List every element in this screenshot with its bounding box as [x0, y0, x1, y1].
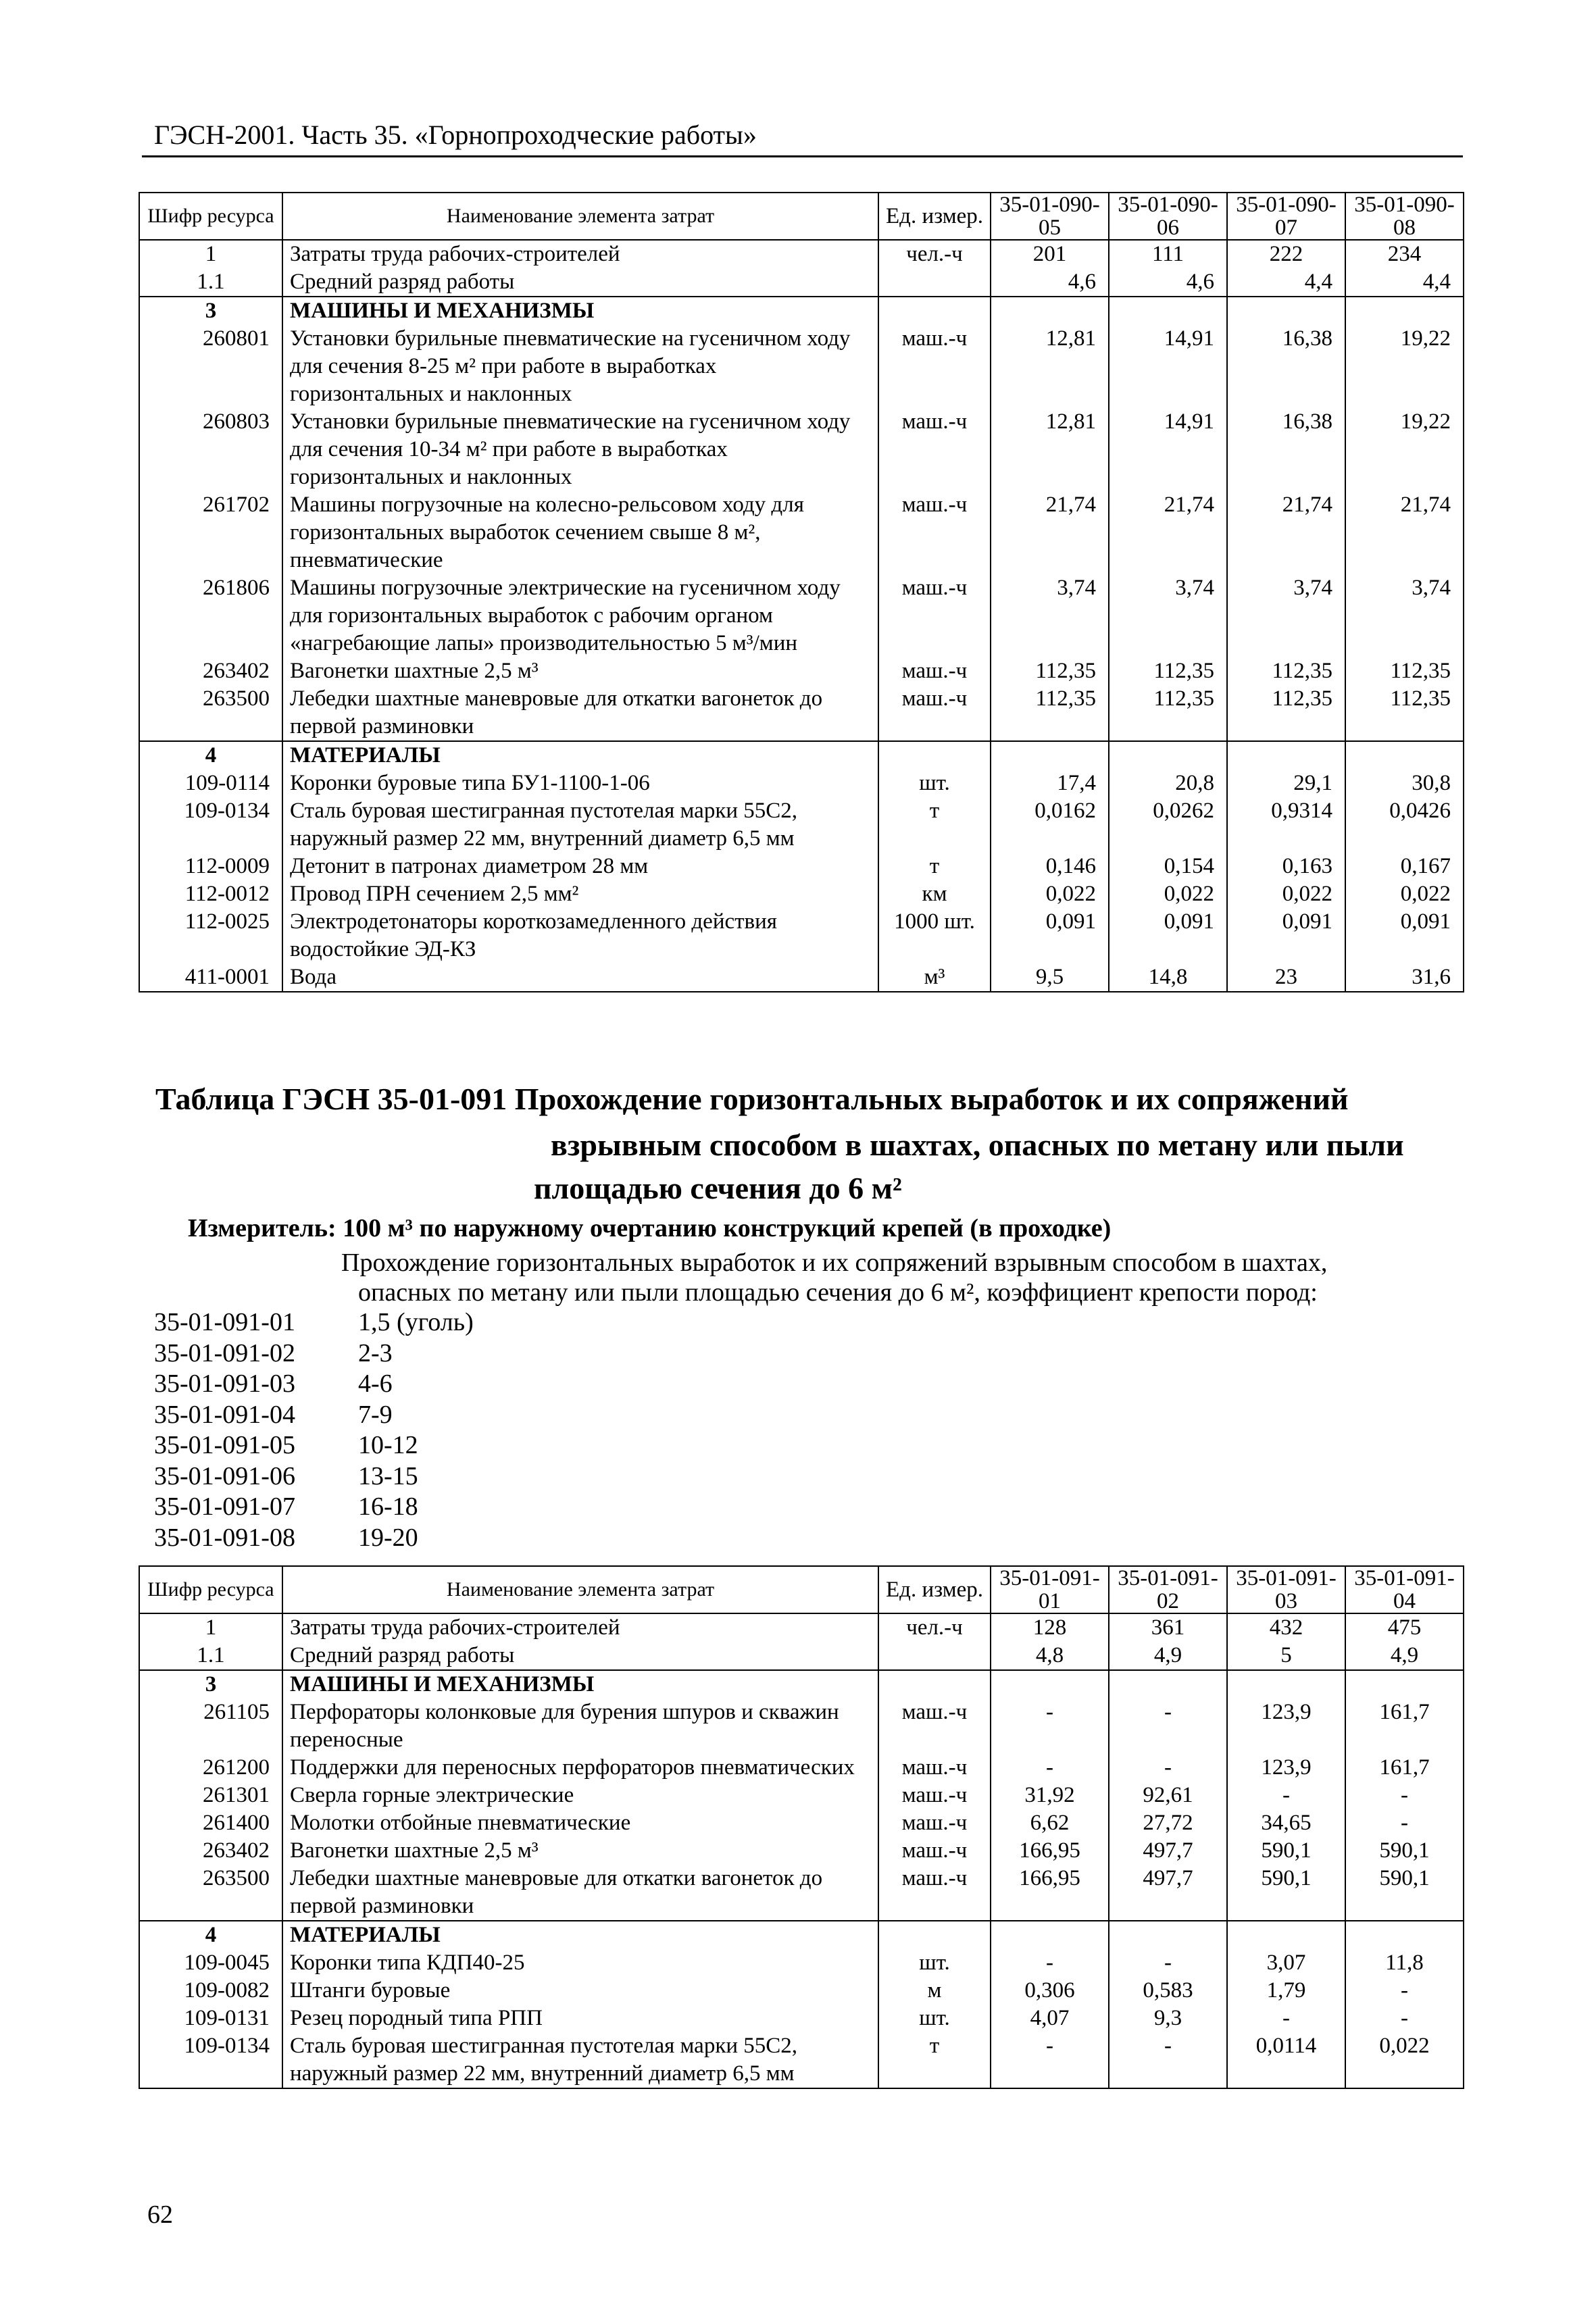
value-col-1: 0,146 [991, 853, 1109, 880]
unit: маш.-ч [878, 408, 991, 491]
table-row [139, 297, 1464, 325]
cost-table-35-01-091 [139, 1565, 1464, 2089]
value-col-2: 14,91 [1109, 408, 1227, 491]
value-col-1: - [991, 1754, 1109, 1782]
cost-element-name: Вагонетки шахтные 2,5 м³ [282, 1837, 878, 1865]
value-col-4: 0,022 [1345, 2032, 1464, 2088]
list-item [154, 1307, 474, 1338]
resource-code: 261702 [139, 491, 282, 574]
value-col-3: 16,38 [1227, 408, 1345, 491]
resource-code: 1 [139, 1613, 282, 1642]
value-col-3: 590,1 [1227, 1865, 1345, 1921]
table-row [139, 1949, 1464, 1977]
value-col-4: 161,7 [1345, 1699, 1464, 1754]
list-item [154, 1492, 474, 1523]
value-col-1 [991, 741, 1109, 770]
list-item [154, 1523, 474, 1554]
cost-element-name: Вода [282, 963, 878, 992]
value-col-2: - [1109, 1699, 1227, 1754]
value-col-1: 3,74 [991, 574, 1109, 657]
table-row [139, 2032, 1464, 2088]
value-col-3: 1,79 [1227, 1977, 1345, 2005]
value-col-3: 432 [1227, 1613, 1345, 1642]
table-row [139, 491, 1464, 574]
value-col-2: 0,583 [1109, 1977, 1227, 2005]
list-item [154, 1369, 474, 1400]
value-col-3: - [1227, 2005, 1345, 2032]
header-col-1: 35-01-091-01 [991, 1566, 1109, 1613]
cost-element-name: Вагонетки шахтные 2,5 м³ [282, 657, 878, 685]
resource-code: 411-0001 [139, 963, 282, 992]
unit: шт. [878, 1949, 991, 1977]
value-col-2: 14,91 [1109, 325, 1227, 408]
value-col-1: 201 [991, 240, 1109, 268]
cost-element-name: Коронки буровые типа БУ1-1100-1-06 [282, 770, 878, 797]
table-row [139, 685, 1464, 741]
cost-element-name: Резец породный типа РПП [282, 2005, 878, 2032]
value-col-4: 31,6 [1345, 963, 1464, 992]
header-col-1: 35-01-090-05 [991, 193, 1109, 240]
running-header: ГЭСН-2001. Часть 35. «Горнопроходческие работы» [154, 120, 757, 150]
value-col-3: 0,9314 [1227, 797, 1345, 853]
value-col-3 [1227, 741, 1345, 770]
value-col-3: 16,38 [1227, 325, 1345, 408]
resource-code: 109-0045 [139, 1949, 282, 1977]
table-row [139, 240, 1464, 268]
cost-element-name: Провод ПРН сечением 2,5 мм² [282, 880, 878, 908]
cost-element-name: Штанги буровые [282, 1977, 878, 2005]
norm-code: 35-01-091-07 [154, 1492, 295, 1521]
value-col-3: 0,0114 [1227, 2032, 1345, 2088]
value-col-1: 112,35 [991, 657, 1109, 685]
unit: шт. [878, 770, 991, 797]
value-col-2: 361 [1109, 1613, 1227, 1642]
unit: маш.-ч [878, 657, 991, 685]
value-col-4: 4,4 [1345, 268, 1464, 297]
cost-element-name: Поддержки для переносных перфораторов пневматических [282, 1754, 878, 1782]
resource-code: 112-0012 [139, 880, 282, 908]
value-col-3: 0,022 [1227, 880, 1345, 908]
value-col-1: 166,95 [991, 1865, 1109, 1921]
section-heading: МАШИНЫ И МЕХАНИЗМЫ [282, 297, 878, 325]
value-col-1: 128 [991, 1613, 1109, 1642]
value-col-1: 6,62 [991, 1809, 1109, 1837]
cost-element-name: Затраты труда рабочих-строителей [282, 1613, 878, 1642]
header-col-3: 35-01-090-07 [1227, 193, 1345, 240]
resource-code: 109-0114 [139, 770, 282, 797]
table-row [139, 853, 1464, 880]
unit: 1000 шт. [878, 908, 991, 963]
value-col-1: 0,306 [991, 1977, 1109, 2005]
value-col-2: 14,8 [1109, 963, 1227, 992]
unit: чел.-ч [878, 240, 991, 268]
unit: маш.-ч [878, 1865, 991, 1921]
unit: м [878, 1977, 991, 2005]
unit [878, 297, 991, 325]
cost-element-name: Установки бурильные пневматические на гусеничном ходу для сечения 10-34 м² при работе в выработках горизонтальных и наклонных [282, 408, 878, 491]
resource-code: 260803 [139, 408, 282, 491]
norm-code: 35-01-091-02 [154, 1338, 295, 1367]
table-row [139, 908, 1464, 963]
value-col-4: 234 [1345, 240, 1464, 268]
value-col-3: 0,091 [1227, 908, 1345, 963]
norm-code: 35-01-091-08 [154, 1523, 295, 1552]
table-row [139, 1670, 1464, 1699]
value-col-4: 19,22 [1345, 408, 1464, 491]
rock-hardness: 13-15 [358, 1461, 418, 1490]
table-row [139, 1809, 1464, 1837]
value-col-3: 4,4 [1227, 268, 1345, 297]
value-col-4: 475 [1345, 1613, 1464, 1642]
value-col-3: 3,74 [1227, 574, 1345, 657]
resource-code: 261301 [139, 1782, 282, 1809]
unit: маш.-ч [878, 1837, 991, 1865]
header-resource-code: Шифр ресурса [139, 193, 282, 240]
value-col-4 [1345, 1921, 1464, 1949]
value-col-4: 11,8 [1345, 1949, 1464, 1977]
list-item [154, 1400, 474, 1431]
value-col-1: 9,5 [991, 963, 1109, 992]
value-col-3: 123,9 [1227, 1699, 1345, 1754]
value-col-2: - [1109, 1754, 1227, 1782]
unit [878, 1670, 991, 1699]
unit: маш.-ч [878, 1809, 991, 1837]
value-col-2: 3,74 [1109, 574, 1227, 657]
value-col-1: 12,81 [991, 325, 1109, 408]
header-cost-element: Наименование элемента затрат [282, 193, 878, 240]
table-row [139, 797, 1464, 853]
cost-element-name: Лебедки шахтные маневровые для откатки вагонеток до первой разминовки [282, 1865, 878, 1921]
value-col-2: 4,9 [1109, 1642, 1227, 1670]
cost-element-name: Электродетонаторы короткозамедленного действия водостойкие ЭД-КЗ [282, 908, 878, 963]
rock-hardness: 10-12 [358, 1431, 418, 1459]
resource-code: 109-0131 [139, 2005, 282, 2032]
resource-code: 109-0134 [139, 2032, 282, 2088]
value-col-3: 23 [1227, 963, 1345, 992]
section-heading: МАШИНЫ И МЕХАНИЗМЫ [282, 1670, 878, 1699]
value-col-2: 21,74 [1109, 491, 1227, 574]
unit: маш.-ч [878, 325, 991, 408]
value-col-2: 0,091 [1109, 908, 1227, 963]
value-col-2: 27,72 [1109, 1809, 1227, 1837]
cost-element-name: Машины погрузочные на колесно-рельсовом ходу для горизонтальных выработок сечением свыше 8 м², пневматические [282, 491, 878, 574]
value-col-1 [991, 1921, 1109, 1949]
value-col-3 [1227, 1670, 1345, 1699]
table-row [139, 741, 1464, 770]
value-col-4 [1345, 1670, 1464, 1699]
table-header-row [139, 1566, 1464, 1613]
unit: м³ [878, 963, 991, 992]
value-col-3: 112,35 [1227, 657, 1345, 685]
value-col-4: - [1345, 1782, 1464, 1809]
value-col-4: 0,022 [1345, 880, 1464, 908]
value-col-1: 0,091 [991, 908, 1109, 963]
work-description-line-2: опасных по метану или пыли площадью сечения до 6 м², коэффициент крепости пород: [358, 1278, 1318, 1307]
resource-code: 3 [139, 1670, 282, 1699]
cost-element-name: Установки бурильные пневматические на гусеничном ходу для сечения 8-25 м² при работе в выработках горизонтальных и наклонных [282, 325, 878, 408]
value-col-4: 0,167 [1345, 853, 1464, 880]
resource-code: 4 [139, 1921, 282, 1949]
cost-element-name: Детонит в патронах диаметром 28 мм [282, 853, 878, 880]
cost-element-name: Сталь буровая шестигранная пустотелая марки 55С2, наружный размер 22 мм, внутренний диаметр 6,5 мм [282, 797, 878, 853]
value-col-1 [991, 1670, 1109, 1699]
header-col-2: 35-01-091-02 [1109, 1566, 1227, 1613]
resource-code: 261200 [139, 1754, 282, 1782]
unit: маш.-ч [878, 1699, 991, 1754]
unit: т [878, 797, 991, 853]
list-item [154, 1461, 474, 1492]
value-col-1: 31,92 [991, 1782, 1109, 1809]
cost-element-name: Молотки отбойные пневматические [282, 1809, 878, 1837]
value-col-3: 0,163 [1227, 853, 1345, 880]
resource-code: 261400 [139, 1809, 282, 1837]
table-row [139, 268, 1464, 297]
resource-code: 1 [139, 240, 282, 268]
header-cost-element: Наименование элемента затрат [282, 1566, 878, 1613]
value-col-2: - [1109, 2032, 1227, 2088]
value-col-1: 17,4 [991, 770, 1109, 797]
table-row [139, 2005, 1464, 2032]
header-col-2: 35-01-090-06 [1109, 193, 1227, 240]
section-heading: МАТЕРИАЛЫ [282, 1921, 878, 1949]
table-title-line-1: Таблица ГЭСН 35-01-091 Прохождение горизонтальных выработок и их сопряжений [155, 1082, 1349, 1116]
norm-code: 35-01-091-06 [154, 1461, 295, 1490]
list-item [154, 1338, 474, 1369]
norm-code: 35-01-091-03 [154, 1369, 295, 1398]
value-col-1: 4,6 [991, 268, 1109, 297]
value-col-3 [1227, 297, 1345, 325]
cost-element-name: Затраты труда рабочих-строителей [282, 240, 878, 268]
resource-code: 261105 [139, 1699, 282, 1754]
resource-code: 109-0082 [139, 1977, 282, 2005]
table-row [139, 408, 1464, 491]
value-col-1: - [991, 2032, 1109, 2088]
cost-element-name: Средний разряд работы [282, 268, 878, 297]
value-col-4: 590,1 [1345, 1865, 1464, 1921]
unit: маш.-ч [878, 685, 991, 741]
table-row [139, 1837, 1464, 1865]
list-item [154, 1430, 474, 1461]
unit: чел.-ч [878, 1613, 991, 1642]
cost-element-name: Средний разряд работы [282, 1642, 878, 1670]
rock-hardness: 7-9 [358, 1400, 393, 1429]
table-row [139, 770, 1464, 797]
value-col-3: - [1227, 1782, 1345, 1809]
resource-code: 109-0134 [139, 797, 282, 853]
value-col-3 [1227, 1921, 1345, 1949]
value-col-1: 0,022 [991, 880, 1109, 908]
unit: км [878, 880, 991, 908]
value-col-3: 29,1 [1227, 770, 1345, 797]
value-col-2 [1109, 297, 1227, 325]
value-col-1: 0,0162 [991, 797, 1109, 853]
value-col-2: 4,6 [1109, 268, 1227, 297]
value-col-2: 9,3 [1109, 2005, 1227, 2032]
unit [878, 1921, 991, 1949]
value-col-1: 21,74 [991, 491, 1109, 574]
cost-element-name: Сталь буровая шестигранная пустотелая марки 55С2, наружный размер 22 мм, внутренний диаметр 6,5 мм [282, 2032, 878, 2088]
resource-code: 260801 [139, 325, 282, 408]
value-col-3: 5 [1227, 1642, 1345, 1670]
rock-hardness: 16-18 [358, 1492, 418, 1521]
norm-code: 35-01-091-05 [154, 1431, 295, 1459]
value-col-4 [1345, 741, 1464, 770]
header-unit: Ед. измер. [878, 193, 991, 240]
header-unit: Ед. измер. [878, 1566, 991, 1613]
value-col-4: - [1345, 2005, 1464, 2032]
value-col-1: 12,81 [991, 408, 1109, 491]
value-col-4: - [1345, 1809, 1464, 1837]
table-row [139, 574, 1464, 657]
value-col-2: 112,35 [1109, 685, 1227, 741]
resource-code: 263402 [139, 1837, 282, 1865]
table-row [139, 880, 1464, 908]
value-col-4: 19,22 [1345, 325, 1464, 408]
resource-code: 263500 [139, 1865, 282, 1921]
unit [878, 741, 991, 770]
value-col-3: 34,65 [1227, 1809, 1345, 1837]
norm-code: 35-01-091-04 [154, 1400, 295, 1429]
resource-code: 112-0025 [139, 908, 282, 963]
table-row [139, 1921, 1464, 1949]
resource-code: 1.1 [139, 268, 282, 297]
value-col-3: 112,35 [1227, 685, 1345, 741]
value-col-1: 166,95 [991, 1837, 1109, 1865]
value-col-2 [1109, 741, 1227, 770]
value-col-2: 0,0262 [1109, 797, 1227, 853]
header-col-4: 35-01-091-04 [1345, 1566, 1464, 1613]
value-col-2 [1109, 1670, 1227, 1699]
unit: маш.-ч [878, 491, 991, 574]
table-row [139, 657, 1464, 685]
unit: шт. [878, 2005, 991, 2032]
rock-hardness: 19-20 [358, 1523, 418, 1552]
value-col-3: 3,07 [1227, 1949, 1345, 1977]
table-row [139, 325, 1464, 408]
cost-element-name: Машины погрузочные электрические на гусеничном ходу для горизонтальных выработок с рабочим органом «нагребающие лапы» производительностью 5 м³/мин [282, 574, 878, 657]
value-col-2: 497,7 [1109, 1837, 1227, 1865]
cost-element-name: Лебедки шахтные маневровые для откатки вагонеток до первой разминовки [282, 685, 878, 741]
page-number: 62 [147, 2200, 173, 2229]
unit: т [878, 853, 991, 880]
value-col-4: 112,35 [1345, 657, 1464, 685]
header-rule [142, 155, 1463, 157]
value-col-1: 4,07 [991, 2005, 1109, 2032]
table-row [139, 1754, 1464, 1782]
rock-hardness: 4-6 [358, 1369, 393, 1398]
cost-element-name: Сверла горные электрические [282, 1782, 878, 1809]
resource-code: 261806 [139, 574, 282, 657]
value-col-1: 4,8 [991, 1642, 1109, 1670]
value-col-2: 92,61 [1109, 1782, 1227, 1809]
value-col-4: 3,74 [1345, 574, 1464, 657]
value-col-2: - [1109, 1949, 1227, 1977]
value-col-1 [991, 297, 1109, 325]
table-row [139, 1642, 1464, 1670]
value-col-2: 20,8 [1109, 770, 1227, 797]
rock-hardness: 2-3 [358, 1338, 393, 1367]
table-title-line-3: площадью сечения до 6 м² [534, 1171, 902, 1205]
value-col-4: - [1345, 1977, 1464, 2005]
value-col-4: 0,0426 [1345, 797, 1464, 853]
unit: маш.-ч [878, 574, 991, 657]
unit: маш.-ч [878, 1782, 991, 1809]
resource-code: 112-0009 [139, 853, 282, 880]
unit: т [878, 2032, 991, 2088]
table-row [139, 963, 1464, 992]
value-col-3: 222 [1227, 240, 1345, 268]
table-row [139, 1699, 1464, 1754]
cost-element-name: Коронки типа КДП40-25 [282, 1949, 878, 1977]
value-col-3: 21,74 [1227, 491, 1345, 574]
table-row [139, 1613, 1464, 1642]
resource-code: 263500 [139, 685, 282, 741]
value-col-2: 0,154 [1109, 853, 1227, 880]
value-col-3: 123,9 [1227, 1754, 1345, 1782]
value-col-1: - [991, 1949, 1109, 1977]
work-description-line-1: Прохождение горизонтальных выработок и их сопряжений взрывным способом в шахтах, [341, 1249, 1328, 1277]
value-col-4 [1345, 297, 1464, 325]
unit [878, 268, 991, 297]
value-col-4: 4,9 [1345, 1642, 1464, 1670]
header-col-4: 35-01-090-08 [1345, 193, 1464, 240]
table-row [139, 1865, 1464, 1921]
unit: маш.-ч [878, 1754, 991, 1782]
norm-code: 35-01-091-01 [154, 1308, 295, 1336]
value-col-2: 497,7 [1109, 1865, 1227, 1921]
cost-table-35-01-090 [139, 192, 1464, 992]
value-col-4: 590,1 [1345, 1837, 1464, 1865]
section-heading: МАТЕРИАЛЫ [282, 741, 878, 770]
resource-code: 3 [139, 297, 282, 325]
value-col-1: 112,35 [991, 685, 1109, 741]
header-resource-code: Шифр ресурса [139, 1566, 282, 1613]
value-col-2: 111 [1109, 240, 1227, 268]
measure-unit: Измеритель: 100 м³ по наружному очертанию конструкций крепей (в проходке) [188, 1214, 1112, 1242]
value-col-2: 0,022 [1109, 880, 1227, 908]
resource-code: 4 [139, 741, 282, 770]
table-row [139, 1977, 1464, 2005]
value-col-4: 30,8 [1345, 770, 1464, 797]
resource-code: 1.1 [139, 1642, 282, 1670]
cost-element-name: Перфораторы колонковые для бурения шпуров и скважин переносные [282, 1699, 878, 1754]
value-col-2 [1109, 1921, 1227, 1949]
header-col-3: 35-01-091-03 [1227, 1566, 1345, 1613]
value-col-4: 112,35 [1345, 685, 1464, 741]
value-col-4: 0,091 [1345, 908, 1464, 963]
unit [878, 1642, 991, 1670]
value-col-4: 21,74 [1345, 491, 1464, 574]
table-row [139, 1782, 1464, 1809]
value-col-4: 161,7 [1345, 1754, 1464, 1782]
rock-hardness: 1,5 (уголь) [358, 1308, 474, 1336]
table-header-row [139, 193, 1464, 240]
resource-code: 263402 [139, 657, 282, 685]
value-col-2: 112,35 [1109, 657, 1227, 685]
value-col-3: 590,1 [1227, 1837, 1345, 1865]
value-col-1: - [991, 1699, 1109, 1754]
norm-code-list [154, 1307, 474, 1553]
table-title-line-2: взрывным способом в шахтах, опасных по метану или пыли [551, 1128, 1404, 1162]
